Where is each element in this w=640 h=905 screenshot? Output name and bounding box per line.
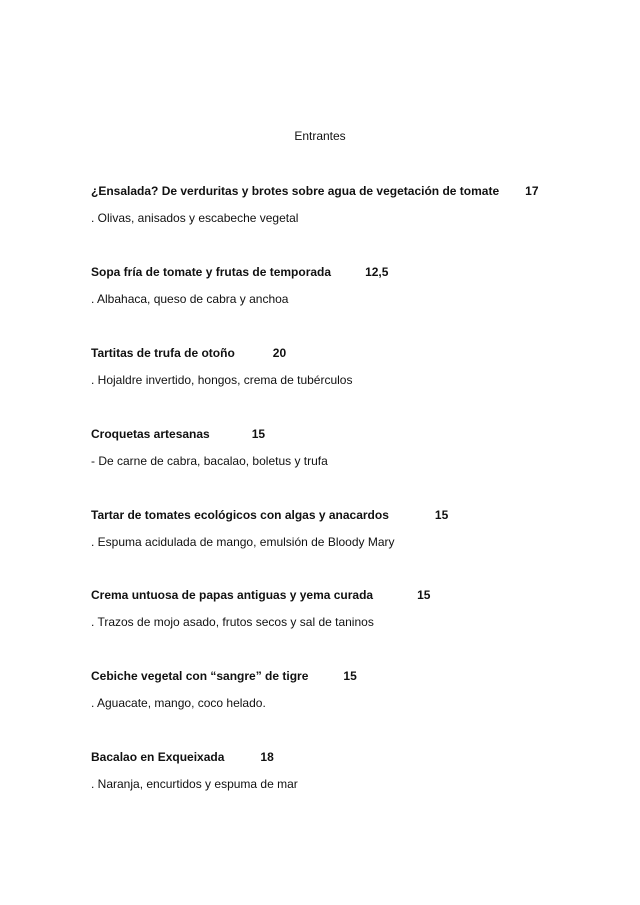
menu-item-tartar [91,508,591,549]
item-name: Bacalao en Exqueixada [91,750,225,764]
menu-item-ensalada [91,184,591,225]
section-title: Entrantes [294,129,346,143]
item-description: . Naranja, encurtidos y espuma de mar [91,777,298,791]
item-name: Croquetas artesanas [91,427,210,441]
item-name: Crema untuosa de papas antiguas y yema curada [91,588,374,602]
item-description: . Trazos de mojo asado, frutos secos y sal de taninos [91,615,374,629]
menu-item-crema [91,588,591,629]
item-description: . Olivas, anisados y escabeche vegetal [91,211,299,225]
item-description: . Hojaldre invertido, hongos, crema de tubérculos [91,373,353,387]
item-name: ¿Ensalada? De verduritas y brotes sobre agua de vegetación de tomate [91,184,500,198]
item-name: Tartar de tomates ecológicos con algas y anacardos [91,508,389,522]
item-price: 12,5 [365,265,389,279]
item-price: 15 [343,669,357,683]
menu-item-cebiche [91,669,591,710]
item-price: 18 [260,750,274,764]
menu-item-bacalao [91,750,591,791]
item-description: . Espuma acidulada de mango, emulsión de Bloody Mary [91,535,395,549]
item-name: Tartitas de trufa de otoño [91,346,235,360]
item-price: 15 [434,508,449,522]
menu-item-sopa [91,265,591,306]
item-description: . Albahaca, queso de cabra y anchoa [91,292,289,306]
menu-item-croquetas [91,427,591,468]
item-price: 15 [251,427,266,441]
item-description: - De carne de cabra, bacalao, boletus y trufa [91,454,328,468]
item-price: 17 [525,184,539,198]
item-price: 15 [417,588,431,602]
item-price: 20 [272,346,287,360]
item-description: . Aguacate, mango, coco helado. [91,696,266,710]
item-name: Sopa fría de tomate y frutas de temporada [91,265,332,279]
item-name: Cebiche vegetal con “sangre” de tigre [91,669,309,683]
menu-item-tartitas [91,346,591,387]
